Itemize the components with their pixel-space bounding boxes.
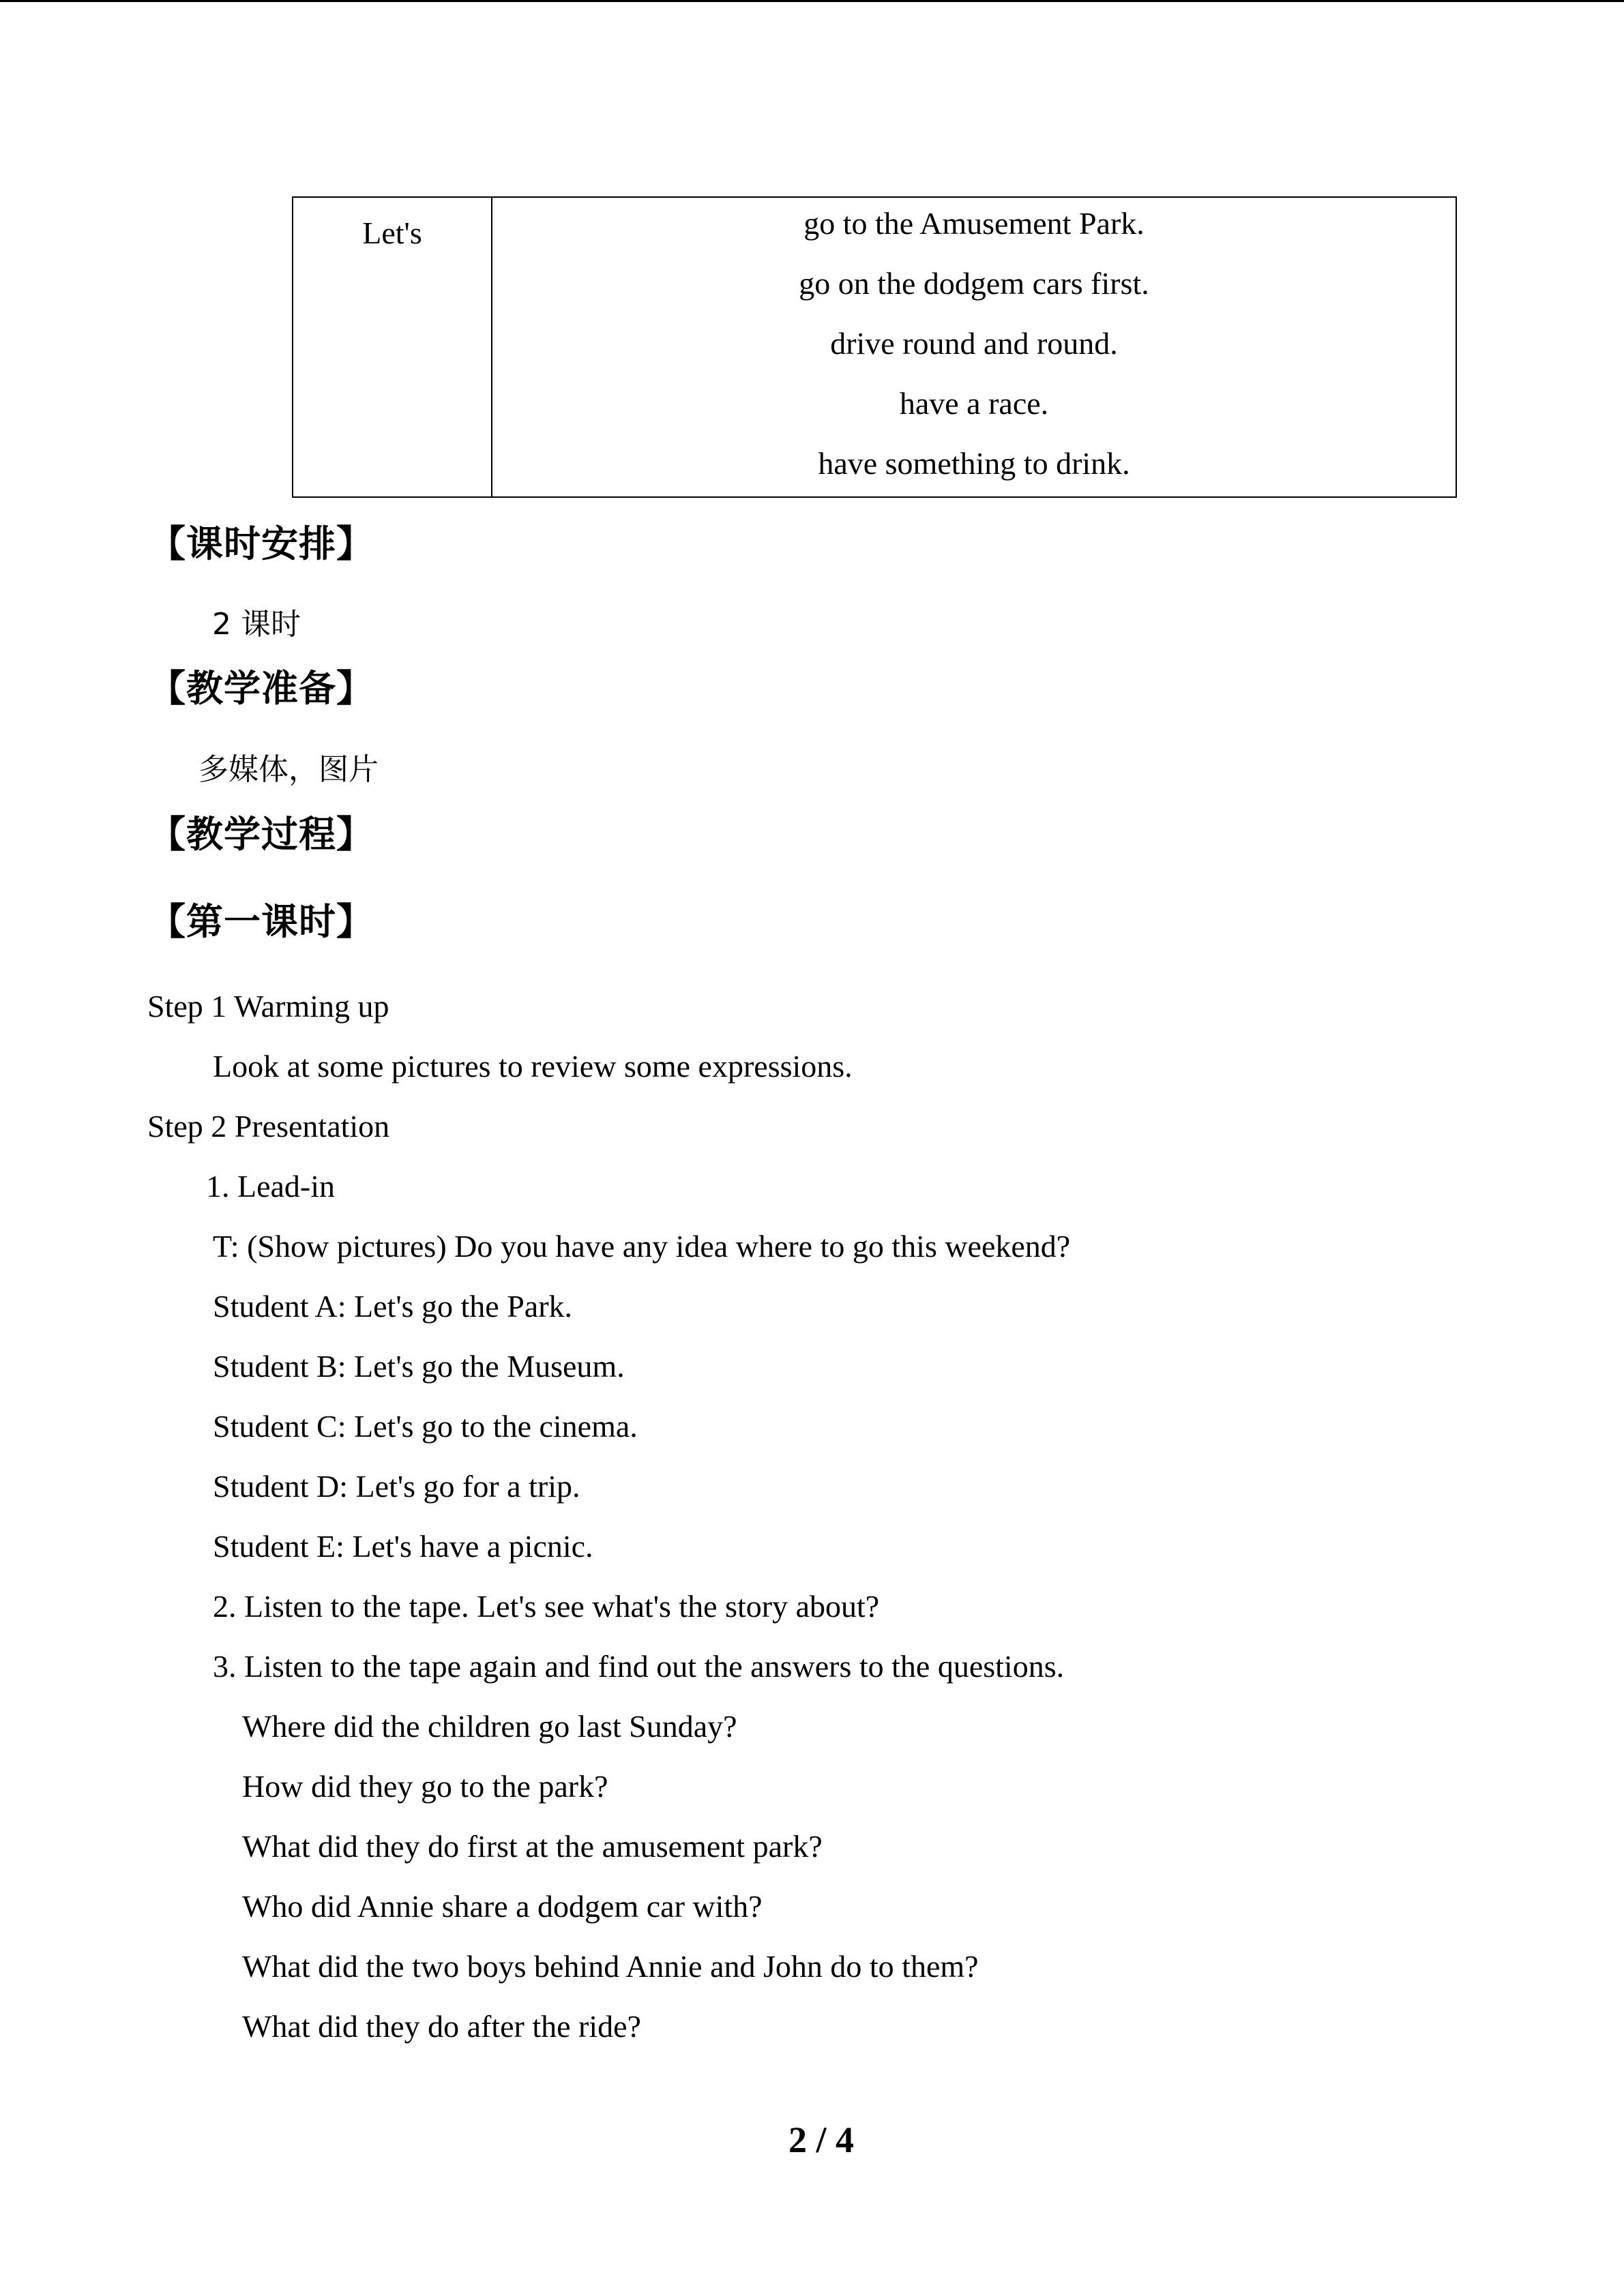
student-line: Student A: Let's go the Park. <box>213 1289 573 1324</box>
table-row: drive round and round. <box>830 326 1118 361</box>
page-top-border <box>0 0 1624 2</box>
table-right-cell <box>492 198 1456 496</box>
table-row: have something to drink. <box>818 446 1130 481</box>
question-item: What did the two boys behind Annie and John do to them? <box>242 1949 979 1984</box>
student-line: Student D: Let's go for a trip. <box>213 1469 580 1504</box>
student-line: Student B: Let's go the Museum. <box>213 1349 625 1384</box>
table-row: go to the Amusement Park. <box>803 206 1145 241</box>
schedule-heading: 【课时安排】 <box>149 522 374 565</box>
listen-step-3: 3. Listen to the tape again and find out the answers to the questions. <box>213 1649 1065 1684</box>
table-row: have a race. <box>899 386 1049 421</box>
step1-title: Step 1 Warming up <box>147 989 389 1024</box>
step2-title: Step 2 Presentation <box>147 1109 390 1144</box>
lesson-heading: 【第一课时】 <box>149 900 374 943</box>
sentence-pattern-table <box>292 196 1457 498</box>
student-line: Student E: Let's have a picnic. <box>213 1529 593 1564</box>
question-item: Who did Annie share a dodgem car with? <box>242 1889 763 1924</box>
schedule-text: 2 课时 <box>212 607 301 642</box>
step1-text: Look at some pictures to review some expressions. <box>213 1049 853 1084</box>
process-heading: 【教学过程】 <box>149 813 374 856</box>
student-line: Student C: Let's go to the cinema. <box>213 1409 638 1444</box>
question-item: What did they do after the ride? <box>242 2009 641 2044</box>
listen-step-2: 2. Listen to the tape. Let's see what's the story about? <box>213 1589 880 1624</box>
table-left-cell: Let's <box>293 198 492 496</box>
page-number: 2 / 4 <box>788 2119 854 2160</box>
table-row: go on the dodgem cars first. <box>799 266 1149 301</box>
question-item: How did they go to the park? <box>242 1769 608 1804</box>
prep-heading: 【教学准备】 <box>149 667 374 710</box>
teacher-line: T: (Show pictures) Do you have any idea where to go this weekend? <box>213 1229 1071 1264</box>
question-item: What did they do first at the amusement park? <box>242 1829 823 1864</box>
prep-text: 多媒体，图片 <box>198 752 379 787</box>
question-item: Where did the children go last Sunday? <box>242 1709 737 1744</box>
leadin-label: 1. Lead-in <box>206 1169 336 1204</box>
